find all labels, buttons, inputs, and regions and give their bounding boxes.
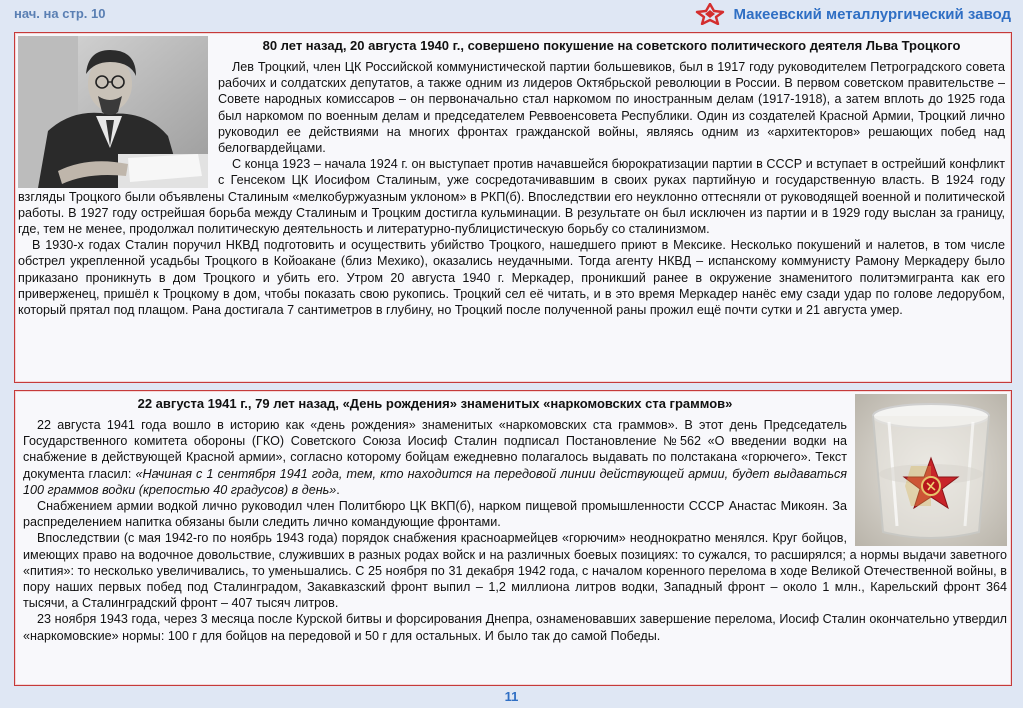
paragraph: Лев Троцкий, член ЦК Российской коммунистической партии большевиков, был в 1917 году руководителем Петроградского совета рабочих и солдатских депутатов, а также одним из лидеров Октябрьской революции в России. В первом советском правительстве – Совете народных комиссаров – он первоначально стал наркомом по иностранным делам (1917-1918), а затем вплоть до 1925 года был наркомом по военным делам и председателем Реввоенсовета Республики. Один из создателей Красной Армии, Троцкий лично руководил ее действиями на многих фронтах гражданской войны, являясь одним из «архитекторов» решающих побед над белогвардейцами. <box>218 60 1005 156</box>
portrait-image-icon <box>18 36 208 188</box>
article-narkom-grams <box>14 390 1012 686</box>
paragraph-end: . <box>336 482 340 497</box>
continued-from-label: нач. на стр. 10 <box>14 6 106 21</box>
page-number: 11 <box>504 689 519 704</box>
brand <box>695 3 1011 25</box>
article-trotsky <box>14 32 1012 383</box>
article-title: 80 лет назад, 20 августа 1940 г., совершено покушение на советского политического деятеля Льва Троцкого <box>262 38 961 53</box>
paragraph-text: 22 августа 1941 года вошло в историю как «день рождения» знаменитых «наркомовских ста граммов». В этот день Председатель Государственного комитета обороны (ГКО) Советского Союза Иосиф Сталин подписал Постановление №562 «О введении водки на снабжение в действующей Красной армии», согласно которому бойцам ежедневно полагалось выдавать по полстакана «горючего». Текст документа гласил: <box>23 418 847 481</box>
glass-image-icon <box>855 394 1007 546</box>
page-header <box>0 0 1023 30</box>
decree-quote: «Начиная с 1 сентября 1941 года, тем, кто находится на передовой линии действующей армии, будет выдаваться 100 граммов водки (крепостью 40 градусов) в день» <box>23 466 847 497</box>
brand-name: Макеевский металлургический завод <box>733 5 1011 23</box>
factory-logo-icon <box>695 3 725 25</box>
article-title: 22 августа 1941 г., 79 лет назад, «День рождения» знаменитых «наркомовских ста граммов» <box>137 396 733 411</box>
paragraph: С конца 1923 – начала 1924 г. он выступает против начавшейся бюрократизации партии в СССР и вступает в острейший конфликт с Генсеком ЦК Иосифом Сталиным, уже сосредотачивавшим в своих руках партийную и государственную власть. В 1924 году взгляды Троцкого были объявлены Сталиным «мелкобуржуазным уклоном» в РКП(б). Впоследствии его неуклонно оттесняли от руководящей военной и политической работы. В 1927 году острейшая борьба между Сталиным и Троцким достигла кульминации. В результате он был исключен из партии и в 1929 году выслан за границу, где, тем не менее, продолжал политическую деятельность и литературно-публицистическую борьбу со сталинизмом. <box>18 157 1005 237</box>
paragraph: Снабжением армии водкой лично руководил член Политбюро ЦК ВКП(б), нарком пищевой промышленности СССР Анастас Микоян. За распределением напитка обязаны были следить лично командующие фронтами. <box>23 499 847 530</box>
vodka-glass-photo <box>855 394 1007 546</box>
trotsky-photo <box>18 36 208 188</box>
paragraph: В 1930-х годах Сталин поручил НКВД подготовить и осуществить убийство Троцкого, нашедшего приют в Мексике. Несколько покушений и налетов, в том числе обстрел укрепленной усадьбы Троцкого в Койоакане (близ Мехико), оказались неудачными. Тогда агенту НКВД – испанскому коммунисту Рамону Меркадеру было приказано проникнуть в дом Троцкого и убить его. Утром 20 августа 1940 г. Меркадер, проникший ранее в окружение знаменитого политэмигранта как его приверженец, пришёл к Троцкому в дом, чтобы показать свою рукопись. Троцкий сел её читать, и в это время Меркадер нанёс ему сзади удар по голове ледорубом, который прятал под плащом. Рана достигала 7 сантиметров в глубину, но Троцкий после полученной раны прожил ещё почти сутки и 21 августа умер. <box>18 238 1005 318</box>
paragraph: 23 ноября 1943 года, через 3 месяца после Курской битвы и форсирования Днепра, ознаменовавших завершение перелома, Иосиф Сталин окончательно утвердил «наркомовские» нормы: 100 г для бойцов на передовой и 50 г для остальных. И было так до самой Победы. <box>23 612 1007 643</box>
paragraph: Впоследствии (с мая 1942-го по ноябрь 1943 года) порядок снабжения красноармейцев «горючим» неоднократно менялся. Круг бойцов, имеющих право на водочное довольствие, служивших в разных родах войск и на различных боевых позициях: то сужался, то расширялся; а нормы выдачи заветного «пития»: то несколько увеличивались, то уменьшались. С 25 ноября по 31 декабря 1942 года, с началом коренного перелома в ходе Великой Отечественной войны, в пору наших первых побед под Сталинградом, Закавказский фронт выпил – 1,2 миллиона литров водки, Западный фронт – около 1 млн., Карельский фронт 364 тысячи, а Сталинградский фронт – 407 тысяч литров. <box>23 531 1007 611</box>
